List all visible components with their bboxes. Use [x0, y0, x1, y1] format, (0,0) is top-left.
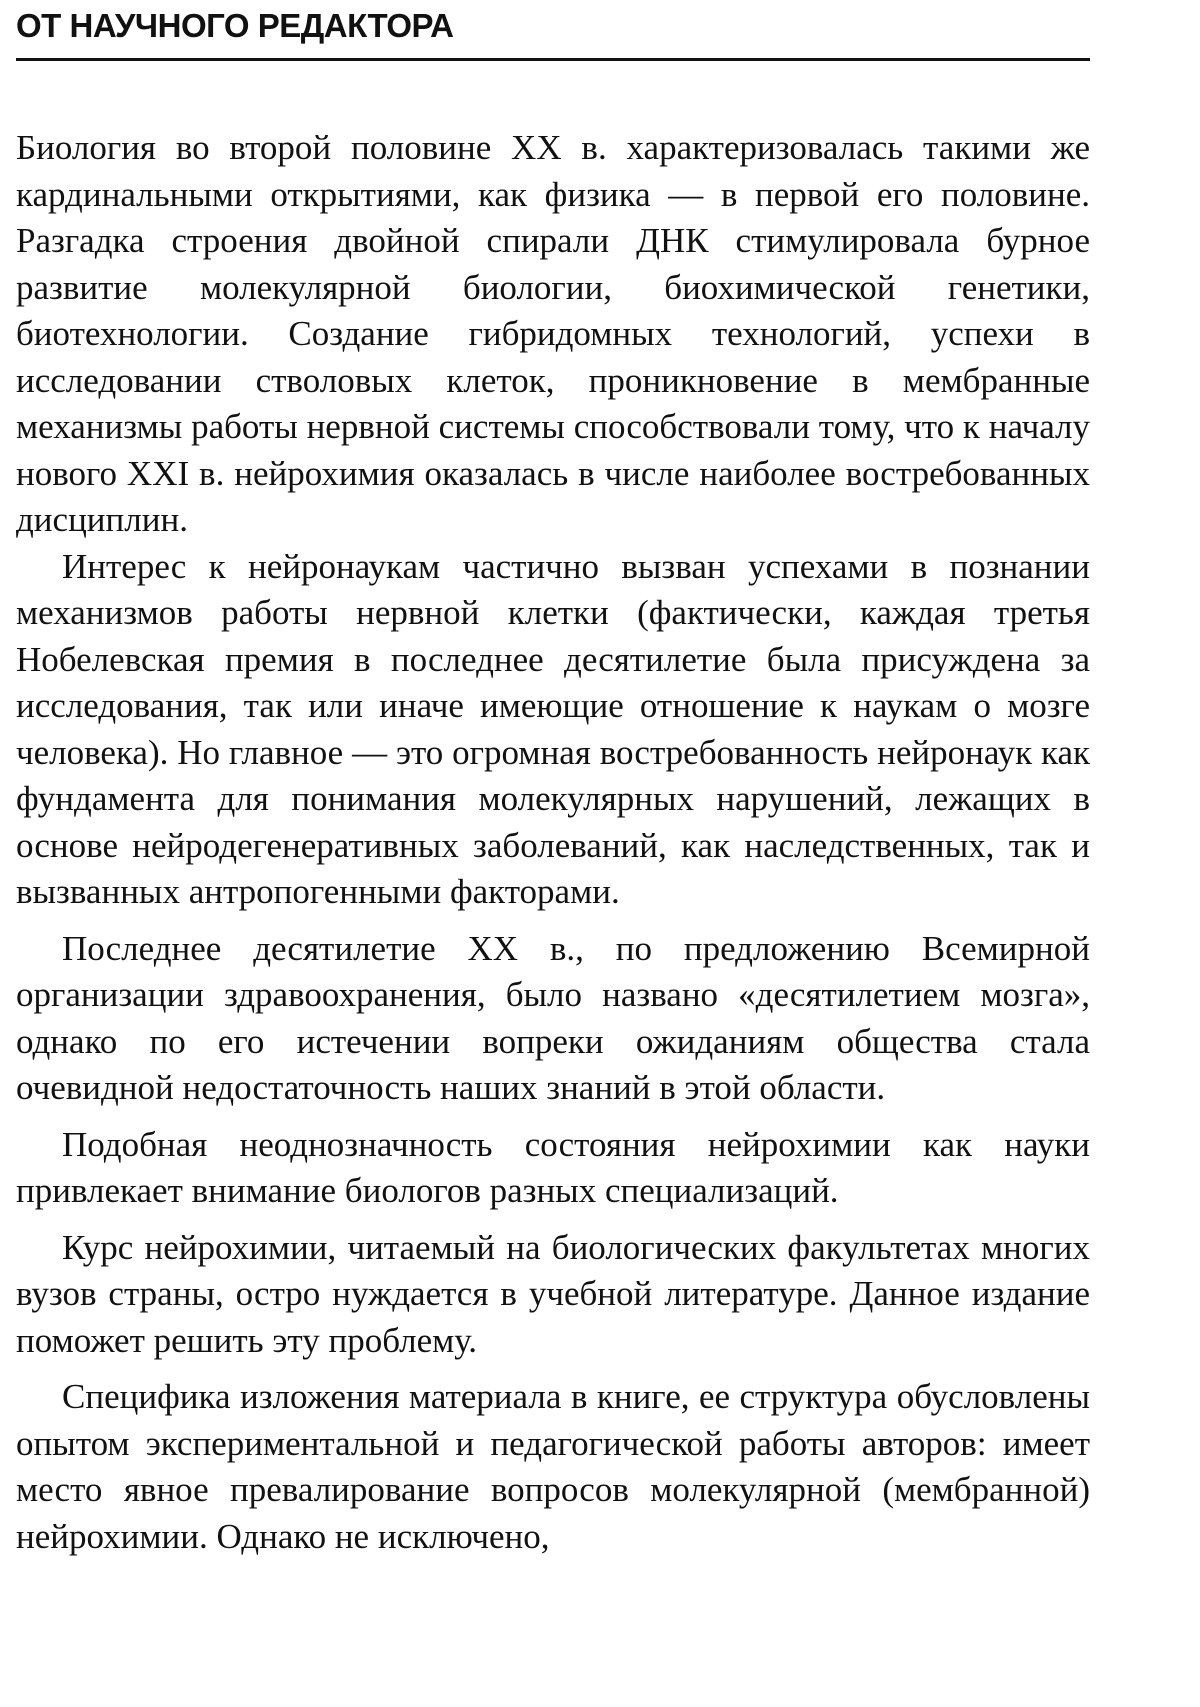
- paragraph-5: Курс нейрохимии, читаемый на биологических факультетах многих вузов страны, остро нуждается в учебной литературе. Данное издание поможет решить эту проблему.: [16, 1227, 1090, 1360]
- paragraph-6: Специфика изложения материала в книге, ее структура обусловлены опытом экспериментальной и педагогической работы авторов: имеет место явное превалирование вопросов молекулярной (мембранной) нейрохимии. Однако не исключено,: [16, 1377, 1090, 1556]
- paragraph-4: Подобная неоднозначность состояния нейрохимии как науки привлекает внимание биологов разных специализаций.: [16, 1124, 1090, 1210]
- paragraph-2: Интерес к нейронаукам частично вызван успехами в познании механизмов работы нервной клетки (фактически, каждая третья Нобелевская премия в последнее десятилетие была присуждена за исследования, так или иначе имеющие отношение к наукам о мозге человека). Но главное — это огромная востребованность нейронаук как фундамента для понимания молекулярных нарушений, лежащих в основе нейродегенеративных заболеваний, как наследственных, так и вызванных антропогенными факторами.: [16, 546, 1090, 911]
- document-page: [16, 0, 1090, 1560]
- body-text: [16, 125, 1090, 1560]
- heading-rule: [16, 58, 1090, 61]
- section-heading: ОТ НАУЧНОГО РЕДАКТОРА: [16, 7, 454, 44]
- paragraph-3: Последнее десятилетие XX в., по предложению Всемирной организации здравоохранения, было названо «десятилетием мозга», однако по его истечении вопреки ожиданиям общества стала очевидной недостаточность наших знаний в этой области.: [16, 928, 1090, 1107]
- paragraph-1: Биология во второй половине XX в. характеризовалась такими же кардинальными открытиями, как физика — в первой его половине. Разгадка строения двойной спирали ДНК стимулировала бурное развитие молекулярной биологии, биохимической генетики, биотехнологии. Создание гибридомных технологий, успехи в исследовании стволовых клеток, проникновение в мембранные механизмы работы нервной системы способствовали тому, что к началу нового XXI в. нейрохимия оказалась в числе наиболее востребованных дисциплин.: [16, 128, 1090, 539]
